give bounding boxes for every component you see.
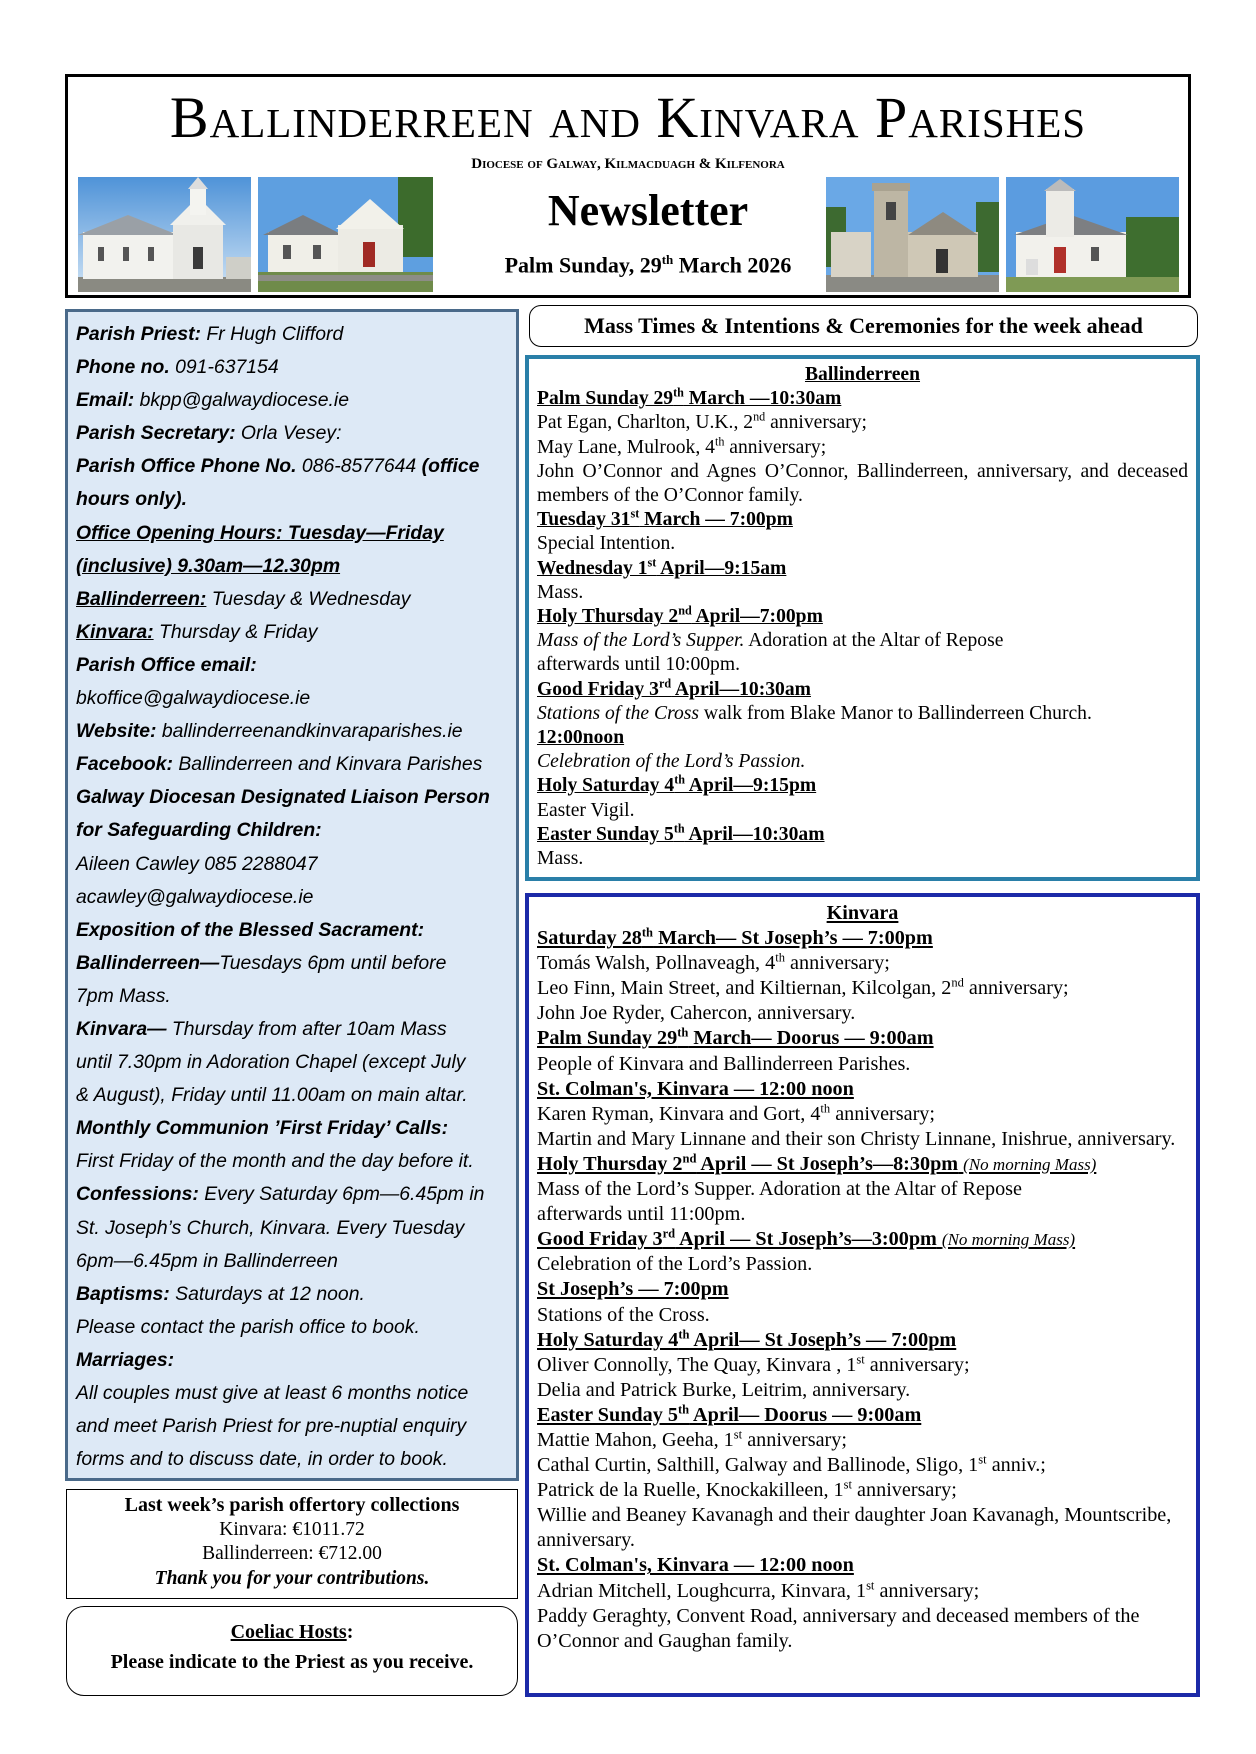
line-text: Mattie Mahon, Geeha, 1 bbox=[537, 1428, 734, 1451]
mass-heading bbox=[537, 1152, 1188, 1177]
heading-text: Good Friday 3 bbox=[537, 1228, 663, 1251]
info-exp-kinvara-2: until 7.30pm in Adoration Chapel (except July bbox=[76, 1051, 466, 1074]
heading-text: March — 7:00pm bbox=[639, 509, 793, 531]
info-exp-kinvara bbox=[76, 1013, 508, 1046]
heading-sup: st bbox=[630, 506, 640, 521]
intention-line: afterwards until 10:00pm. bbox=[537, 654, 740, 676]
mass-heading bbox=[537, 823, 1188, 847]
heading-sup: th bbox=[677, 1402, 690, 1417]
exp-kin-label: Kinvara— bbox=[76, 1017, 167, 1040]
info-kinvara-days bbox=[76, 616, 508, 649]
heading-text: Palm Sunday 29 bbox=[537, 388, 674, 410]
intention-line bbox=[537, 1102, 1188, 1127]
info-exp-kinvara-3: & August), Friday until 11.00am on main altar. bbox=[76, 1084, 468, 1107]
info-communion-label bbox=[76, 1112, 508, 1145]
intention-line: Paddy Geraghty, Convent Road, anniversary and deceased members of the O’Connor and Gaughan family. bbox=[537, 1604, 1140, 1652]
line-text: Adoration at the Altar of Repose bbox=[744, 630, 1004, 652]
mass-heading: 12:00noon bbox=[537, 727, 625, 749]
offertory-thanks: Thank you for your contributions. bbox=[154, 1567, 430, 1589]
communion-label: Monthly Communion ’First Friday’ Calls: bbox=[76, 1117, 449, 1140]
intention-line: Easter Vigil. bbox=[537, 799, 635, 821]
email-value[interactable]: bkpp@galwaydiocese.ie bbox=[134, 389, 349, 412]
info-marriages-label bbox=[76, 1344, 508, 1377]
office-phone-note-2: hours only). bbox=[76, 488, 187, 511]
intention-line bbox=[537, 1453, 1188, 1478]
line-text: Cathal Curtin, Salthill, Galway and Ballinode, Sligo, 1 bbox=[537, 1454, 979, 1477]
info-confessions-3: 6pm—6.45pm in Ballinderreen bbox=[76, 1249, 338, 1272]
line-text: anniv.; bbox=[986, 1454, 1046, 1477]
intention-line: John Joe Ryder, Cahercon, anniversary. bbox=[537, 1002, 856, 1025]
newsletter-heading: Newsletter bbox=[547, 186, 749, 235]
line-text: Leo Finn, Main Street, and Kiltiernan, Kilcolgan, 2 bbox=[537, 977, 952, 1000]
intention-line bbox=[537, 951, 1188, 976]
line-sup: st bbox=[843, 1477, 852, 1492]
no-morning-mass-note: (No morning Mass) bbox=[941, 1230, 1076, 1250]
facebook-value: Ballinderreen and Kinvara Parishes bbox=[172, 753, 483, 776]
website-label: Website: bbox=[76, 720, 157, 743]
info-liaison-name: Aileen Cawley 085 2288047 bbox=[76, 852, 318, 875]
mass-heading: St Joseph’s — 7:00pm bbox=[537, 1278, 729, 1301]
ballinderreen-days: Tuesday & Wednesday bbox=[206, 587, 411, 610]
mass-times-header: Mass Times & Intentions & Ceremonies for the week ahead bbox=[529, 305, 1198, 347]
coeliac-heading bbox=[67, 1617, 517, 1647]
intention-line: Celebration of the Lord’s Passion. bbox=[537, 751, 806, 773]
intention-line bbox=[537, 702, 1188, 726]
mass-heading bbox=[537, 387, 1188, 411]
coeliac-colon: : bbox=[346, 1621, 354, 1643]
date-sup: th bbox=[661, 252, 674, 267]
kinvara-title: Kinvara bbox=[826, 902, 899, 924]
info-marriages-3: forms and to discuss date, in order to book. bbox=[76, 1448, 448, 1471]
info-exp-ballinderreen bbox=[76, 947, 508, 980]
info-liaison-email[interactable]: acawley@galwaydiocese.ie bbox=[76, 885, 314, 908]
intention-line: Delia and Patrick Burke, Leitrim, anniversary. bbox=[537, 1378, 911, 1401]
heading-sup: th bbox=[677, 1025, 689, 1040]
priest-value: Fr Hugh Clifford bbox=[201, 323, 344, 345]
line-text-italic: Stations of the Cross bbox=[537, 702, 700, 724]
coeliac-text: Please indicate to the Priest as you receive. bbox=[110, 1651, 474, 1673]
baptisms-label: Baptisms: bbox=[76, 1282, 170, 1305]
heading-sup: nd bbox=[678, 603, 692, 618]
info-exp-ballinderreen-2: 7pm Mass. bbox=[76, 984, 171, 1007]
heading-sup: nd bbox=[682, 1151, 697, 1166]
email-label: Email: bbox=[76, 389, 135, 412]
line-sup: th bbox=[714, 434, 725, 449]
offertory-box bbox=[66, 1489, 518, 1599]
coeliac-title: Coeliac Hosts bbox=[230, 1621, 347, 1643]
mass-heading bbox=[537, 1227, 1188, 1252]
info-office-phone bbox=[76, 450, 508, 483]
info-marriages-1: All couples must give at least 6 months notice bbox=[76, 1382, 469, 1404]
info-liaison-1 bbox=[76, 781, 508, 814]
exp-ball-value: Tuesdays 6pm until before bbox=[219, 951, 447, 974]
offertory-title: Last week’s parish offertory collections bbox=[124, 1494, 460, 1516]
intention-line bbox=[537, 976, 1188, 1001]
heading-text: March— Doorus — 9:00am bbox=[688, 1027, 934, 1050]
line-sup: st bbox=[733, 1427, 743, 1442]
office-phone-note: (office bbox=[416, 455, 480, 478]
mass-heading bbox=[537, 508, 1188, 532]
intention-line bbox=[537, 1478, 1188, 1503]
mass-heading bbox=[537, 557, 1188, 581]
heading-text: Easter Sunday 5 bbox=[537, 823, 674, 845]
mass-heading bbox=[537, 605, 1188, 629]
info-ballinderreen-days bbox=[76, 583, 508, 616]
line-text: anniversary; bbox=[785, 952, 890, 975]
info-exposition-label bbox=[76, 914, 508, 947]
heading-text: April—9:15am bbox=[656, 557, 787, 579]
office-email-label: Parish Office email: bbox=[76, 653, 257, 676]
date-suffix: March 2026 bbox=[673, 252, 792, 278]
mass-heading bbox=[537, 926, 1188, 951]
heading-text: April—7:00pm bbox=[691, 606, 823, 628]
ballinderreen-mass-box bbox=[525, 355, 1200, 881]
parish-info-box bbox=[65, 309, 519, 1481]
line-text: May Lane, Mulrook, 4 bbox=[537, 436, 715, 458]
heading-text: April—10:30am bbox=[671, 678, 811, 700]
info-phone bbox=[76, 351, 508, 384]
church-photo-3 bbox=[826, 177, 999, 292]
ballinderreen-label: Ballinderreen: bbox=[76, 587, 207, 610]
phone-value: 091-637154 bbox=[169, 356, 279, 379]
info-office-phone-note-2 bbox=[76, 483, 508, 516]
heading-text: Good Friday 3 bbox=[537, 678, 659, 700]
info-office-email[interactable]: bkoffice@galwaydiocese.ie bbox=[76, 687, 311, 710]
parish-title: Ballinderreen and Kinvara Parishes bbox=[169, 85, 1087, 150]
date-prefix: Palm Sunday, 29 bbox=[504, 252, 662, 278]
exposition-label: Exposition of the Blessed Sacrament: bbox=[76, 918, 425, 941]
heading-text: April — St Joseph’s—3:00pm bbox=[675, 1228, 937, 1251]
info-confessions bbox=[76, 1178, 508, 1211]
church-photo-1 bbox=[78, 177, 251, 292]
info-email bbox=[76, 384, 508, 417]
kinvara-mass-box bbox=[525, 893, 1200, 1697]
heading-text: April— St Joseph’s — 7:00pm bbox=[689, 1328, 957, 1351]
intention-line: Martin and Mary Linnane and their son Christy Linnane, Inishrue, anniversary. bbox=[537, 1127, 1176, 1150]
line-text: anniversary; bbox=[874, 1579, 980, 1602]
offertory-kinvara: Kinvara: €1011.72 bbox=[219, 1518, 365, 1540]
line-sup: st bbox=[856, 1351, 865, 1366]
line-text: Tomás Walsh, Pollnaveagh, 4 bbox=[537, 952, 776, 975]
line-text: anniversary; bbox=[852, 1479, 957, 1502]
info-communion-value: First Friday of the month and the day before it. bbox=[76, 1150, 474, 1173]
intention-line: John O’Connor and Agnes O’Connor, Ballinderreen, anniversary, and deceased members of the O’Connor family. bbox=[537, 460, 1188, 507]
line-sup: th bbox=[820, 1101, 831, 1116]
mass-heading bbox=[537, 1328, 1188, 1353]
facebook-label: Facebook: bbox=[76, 753, 173, 776]
intention-line bbox=[537, 436, 1188, 460]
heading-text: April — St Joseph’s—8:30pm bbox=[696, 1152, 959, 1175]
liaison-line-2: for Safeguarding Children: bbox=[76, 819, 322, 842]
heading-sup: th bbox=[673, 385, 684, 400]
line-text: anniversary; bbox=[765, 412, 867, 434]
confessions-value: Every Saturday 6pm—6.45pm in bbox=[198, 1183, 485, 1206]
coeliac-box bbox=[66, 1606, 518, 1696]
heading-sup: th bbox=[641, 925, 654, 940]
kinvara-label: Kinvara: bbox=[76, 620, 154, 643]
line-text: Pat Egan, Charlton, U.K., 2 bbox=[537, 412, 754, 434]
exp-ball-label: Ballinderreen— bbox=[76, 951, 220, 974]
heading-sup: st bbox=[647, 555, 657, 570]
priest-label: Parish Priest: bbox=[76, 323, 202, 345]
intention-line bbox=[537, 1353, 1188, 1378]
intention-line: People of Kinvara and Ballinderreen Parishes. bbox=[537, 1052, 911, 1075]
info-baptisms bbox=[76, 1278, 508, 1311]
mass-heading bbox=[537, 678, 1188, 702]
info-secretary bbox=[76, 417, 508, 450]
heading-text: Wednesday 1 bbox=[537, 557, 648, 579]
no-morning-mass-note: (No morning Mass) bbox=[963, 1154, 1097, 1174]
heading-text: Holy Saturday 4 bbox=[537, 1328, 679, 1351]
intention-line: afterwards until 11:00pm. bbox=[537, 1203, 746, 1226]
heading-text: March— St Joseph’s — 7:00pm bbox=[653, 927, 933, 950]
office-phone-label: Parish Office Phone No. bbox=[76, 455, 297, 478]
diocese-subtitle: Diocese of Galway, Kilmacduagh & Kilfenora bbox=[471, 156, 785, 172]
heading-sup: th bbox=[678, 1326, 690, 1341]
offertory-ballinderreen: Ballinderreen: €712.00 bbox=[202, 1543, 382, 1564]
intention-line: Willie and Beaney Kavanagh and their daughter Joan Kavanagh, Mountscribe, anniversary. bbox=[537, 1504, 1172, 1552]
line-text: walk from Blake Manor to Ballinderreen Church. bbox=[699, 702, 1092, 724]
ballinderreen-title: Ballinderreen bbox=[804, 364, 921, 385]
kinvara-days: Thursday & Friday bbox=[153, 620, 318, 643]
secretary-label: Parish Secretary: bbox=[76, 422, 236, 445]
line-sup: nd bbox=[753, 409, 766, 424]
exp-kin-value: Thursday from after 10am Mass bbox=[166, 1017, 447, 1040]
info-website bbox=[76, 715, 508, 748]
line-sup: nd bbox=[951, 975, 964, 990]
heading-text: April—10:30am bbox=[684, 823, 825, 845]
office-phone-value: 086-8577644 bbox=[296, 455, 417, 478]
info-baptisms-2: Please contact the parish office to book. bbox=[76, 1315, 420, 1338]
line-text: anniversary; bbox=[830, 1102, 935, 1125]
info-hours-1 bbox=[76, 517, 508, 550]
line-text-italic: Mass of the Lord’s Supper. bbox=[537, 630, 745, 652]
heading-text: Holy Thursday 2 bbox=[537, 606, 679, 628]
heading-text: March —10:30am bbox=[683, 388, 842, 410]
church-photo-2 bbox=[258, 177, 433, 292]
website-link[interactable]: ballinderreenandkinvaraparishes.ie bbox=[156, 720, 463, 743]
heading-sup: rd bbox=[658, 676, 672, 691]
intention-line: Mass. bbox=[537, 848, 584, 870]
info-hours-2 bbox=[76, 550, 508, 583]
line-text: Karen Ryman, Kinvara and Gort, 4 bbox=[537, 1102, 821, 1125]
line-sup: st bbox=[866, 1577, 875, 1592]
heading-sup: th bbox=[673, 821, 685, 836]
confessions-label: Confessions: bbox=[76, 1183, 199, 1206]
info-facebook bbox=[76, 748, 508, 781]
mass-heading: St. Colman's, Kinvara — 12:00 noon bbox=[537, 1077, 854, 1100]
line-sup: th bbox=[775, 950, 785, 965]
mass-heading bbox=[537, 1026, 1188, 1051]
heading-text: Saturday 28 bbox=[537, 927, 642, 950]
heading-text: Holy Saturday 4 bbox=[537, 775, 675, 797]
baptisms-value: Saturdays at 12 noon. bbox=[169, 1282, 365, 1305]
intention-line bbox=[537, 1579, 1188, 1604]
line-text: Oliver Connolly, The Quay, Kinvara , 1 bbox=[537, 1353, 857, 1376]
info-marriages-2: and meet Parish Priest for pre-nuptial enquiry bbox=[76, 1415, 467, 1438]
hours-line-2: (inclusive) 9.30am—12.30pm bbox=[76, 554, 341, 577]
newsletter-header bbox=[65, 74, 1191, 298]
line-text: Adrian Mitchell, Loughcurra, Kinvara, 1 bbox=[537, 1579, 867, 1602]
mass-heading bbox=[537, 1403, 1188, 1428]
intention-line bbox=[537, 629, 1188, 653]
heading-sup: th bbox=[674, 772, 685, 787]
heading-text: Easter Sunday 5 bbox=[537, 1403, 678, 1426]
line-sup: st bbox=[978, 1452, 987, 1467]
intention-line bbox=[537, 411, 1188, 435]
intention-line bbox=[537, 1428, 1188, 1453]
heading-text: Holy Thursday 2 bbox=[537, 1152, 683, 1175]
line-text: anniversary; bbox=[724, 436, 827, 458]
heading-text: Palm Sunday 29 bbox=[537, 1027, 678, 1050]
info-confessions-2: St. Joseph’s Church, Kinvara. Every Tuesday bbox=[76, 1216, 465, 1239]
phone-label: Phone no. bbox=[76, 356, 170, 379]
heading-sup: rd bbox=[662, 1226, 676, 1241]
line-text: anniversary; bbox=[742, 1428, 847, 1451]
intention-line: Mass. bbox=[537, 581, 584, 603]
info-liaison-2 bbox=[76, 814, 508, 847]
church-photo-4 bbox=[1006, 177, 1179, 292]
heading-text: April— Doorus — 9:00am bbox=[689, 1403, 922, 1426]
mass-heading: St. Colman's, Kinvara — 12:00 noon bbox=[537, 1554, 854, 1577]
intention-line: Celebration of the Lord’s Passion. bbox=[537, 1253, 813, 1276]
marriages-label: Marriages: bbox=[76, 1348, 175, 1371]
line-text: Patrick de la Ruelle, Knockakilleen, 1 bbox=[537, 1479, 844, 1502]
heading-text: Tuesday 31 bbox=[537, 509, 631, 531]
line-text: anniversary; bbox=[963, 977, 1069, 1000]
heading-text: April—9:15pm bbox=[684, 775, 817, 797]
info-priest bbox=[76, 318, 508, 351]
issue-date bbox=[458, 253, 838, 276]
intention-line: Special Intention. bbox=[537, 533, 676, 555]
info-office-email-label bbox=[76, 649, 508, 682]
intention-line: Mass of the Lord’s Supper. Adoration at the Altar of Repose bbox=[537, 1178, 1022, 1201]
intention-line: Stations of the Cross. bbox=[537, 1303, 710, 1326]
line-text: anniversary; bbox=[864, 1353, 970, 1376]
mass-heading bbox=[537, 774, 1188, 798]
liaison-line-1: Galway Diocesan Designated Liaison Person bbox=[76, 786, 490, 809]
secretary-value: Orla Vesey: bbox=[235, 422, 342, 445]
hours-line-1: Office Opening Hours: Tuesday—Friday bbox=[76, 521, 444, 544]
